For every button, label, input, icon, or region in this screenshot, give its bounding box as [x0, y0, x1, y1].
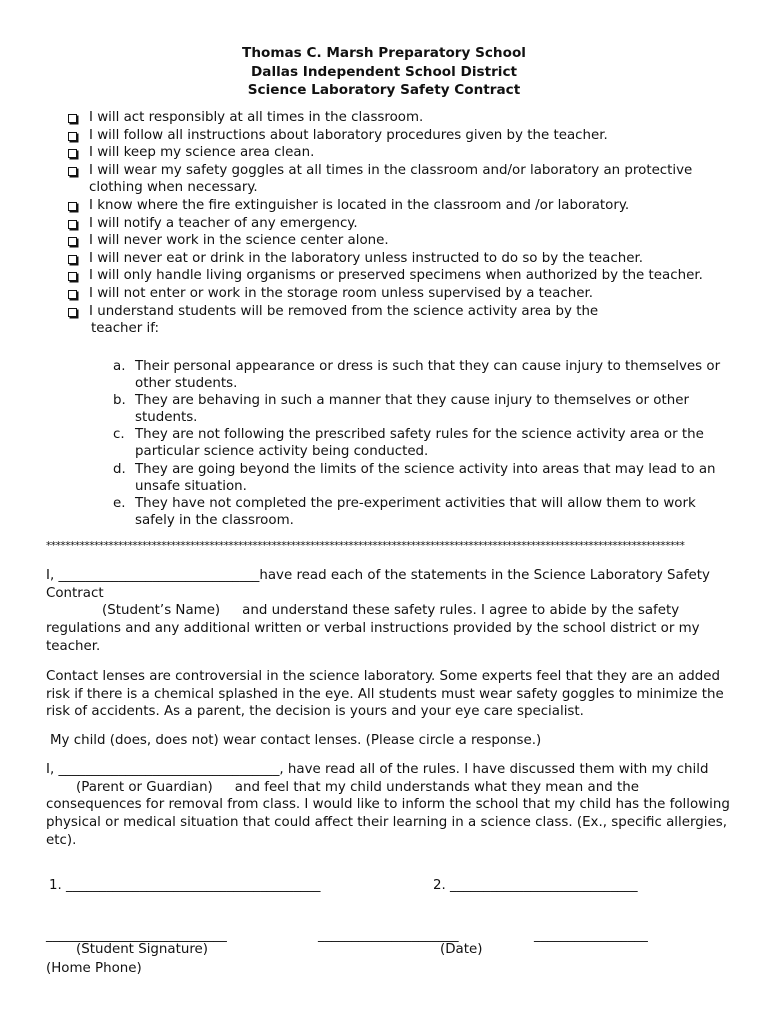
checkbox-icon[interactable]	[68, 272, 77, 281]
rule-text: I will never eat or drink in the laboratory unless instructed to do so by the teacher.	[89, 250, 643, 266]
checkbox-icon[interactable]	[68, 167, 77, 176]
reason-text: Their personal appearance or dress is such that they can cause injury to themselves or other students.	[135, 359, 721, 392]
removal-lead-text: teacher if:	[91, 321, 160, 337]
contact-lens-paragraph: Contact lenses are controversial in the science laboratory. Some experts feel that they are an added risk if there is a chemical splashed in the eye. All students must wear safety goggles to minimize the risk of accidents. As a parent, the decision is yours and your eye care specialist.	[46, 669, 724, 720]
reason-text: They are going beyond the limits of the science activity into areas that may lead to an unsafe situation.	[135, 461, 716, 494]
parent-statement	[46, 761, 736, 850]
checkbox-icon[interactable]	[68, 308, 77, 317]
reason-text: They have not completed the pre-experiment activities that will allow them to work safely in the classroom.	[135, 495, 696, 528]
rule-item	[66, 250, 726, 268]
condition-field[interactable]: ______________________________________	[66, 878, 321, 893]
school-name: Thomas C. Marsh Preparatory School	[242, 45, 526, 61]
parent-name-label: (Parent or Guardian)	[76, 779, 213, 795]
home-phone-line[interactable]: _________________	[534, 928, 648, 943]
rule-text: I will not enter or work in the storage room unless supervised by a teacher.	[89, 285, 593, 301]
checkbox-icon[interactable]	[68, 114, 77, 123]
date-label: (Date)	[440, 942, 483, 957]
separator-line: *************************************************************************************************************************************	[46, 540, 685, 552]
reason-letter: e.	[113, 495, 126, 511]
checkbox-icon[interactable]	[68, 220, 77, 229]
removal-reasons-list	[113, 358, 730, 529]
removal-reason-item	[113, 461, 730, 495]
student-statement	[46, 567, 736, 656]
student-statement-continuation: and understand these safety rules. I agree to abide by the safety regulations and any additional written or verbal instructions provided by the school district or my teacher.	[46, 603, 700, 654]
removal-reason-item	[113, 495, 730, 529]
rule-item	[66, 127, 726, 145]
home-phone-label: (Home Phone)	[46, 961, 142, 976]
rules-checklist	[66, 109, 726, 338]
condition-number: 1.	[49, 878, 62, 893]
rule-item	[66, 215, 726, 233]
parent-statement-continuation: and feel that my child understands what they mean and the consequences for removal from class. I would like to inform the school that my child has the following physical or medical situation that could affect their learning in a science class. (Ex., specific allergies, etc).	[46, 779, 730, 848]
student-name-label: (Student’s Name)	[102, 603, 221, 619]
checkbox-icon[interactable]	[68, 237, 77, 246]
reason-letter: b.	[113, 393, 126, 409]
parent-prefix: I,	[46, 762, 59, 777]
rule-item	[66, 267, 726, 285]
checkbox-icon[interactable]	[68, 149, 77, 158]
document-header	[0, 44, 768, 100]
checkbox-icon[interactable]	[68, 132, 77, 141]
condition-field[interactable]: ____________________________	[450, 878, 638, 893]
condition-2	[433, 878, 638, 893]
removal-lead	[66, 320, 726, 338]
reason-text: They are behaving in such a manner that they cause injury to themselves or other students.	[135, 393, 689, 426]
student-signature-label: (Student Signature)	[76, 942, 209, 957]
district-name: Dallas Independent School District	[251, 63, 517, 80]
rule-text: I will keep my science area clean.	[89, 145, 315, 161]
student-prefix: I,	[46, 568, 59, 583]
parent-name-field[interactable]: _________________________________	[58, 762, 280, 777]
rule-item	[66, 232, 726, 250]
rule-item	[66, 109, 726, 127]
rule-text: I know where the fire extinguisher is located in the classroom and /or laboratory.	[89, 197, 630, 213]
contract-title: Science Laboratory Safety Contract	[247, 82, 521, 98]
checkbox-icon[interactable]	[68, 290, 77, 299]
checkbox-icon[interactable]	[68, 255, 77, 264]
rule-item	[66, 197, 726, 215]
contact-lens-question[interactable]: My child (does, does not) wear contact lenses. (Please circle a response.)	[50, 733, 542, 748]
rule-text: I will wear my safety goggles at all times in the classroom and/or laboratory an protective clothing when necessary.	[89, 162, 693, 196]
reason-letter: d.	[113, 461, 126, 477]
rule-text: I will only handle living organisms or preserved specimens when authorized by the teacher.	[89, 268, 703, 284]
checkbox-icon[interactable]	[68, 202, 77, 211]
rule-text: I will notify a teacher of any emergency.	[89, 215, 358, 231]
reason-letter: c.	[113, 427, 125, 443]
student-statement-text: have read each of the statements in the Science Laboratory Safety Contract	[46, 568, 710, 601]
rule-item	[66, 285, 726, 303]
removal-reason-item	[113, 392, 730, 426]
reason-text: They are not following the prescribed safety rules for the science activity area or the particular science activity being conducted.	[135, 427, 704, 460]
condition-1	[49, 878, 320, 893]
student-name-field[interactable]: ______________________________	[58, 568, 260, 583]
rule-text: I will follow all instructions about laboratory procedures given by the teacher.	[89, 127, 608, 143]
removal-reason-item	[113, 426, 730, 460]
rule-text: I will act responsibly at all times in the classroom.	[89, 110, 424, 125]
date-line[interactable]: _____________________	[318, 928, 459, 943]
parent-statement-text: , have read all of the rules. I have discussed them with my child	[279, 762, 709, 777]
removal-reason-item	[113, 358, 730, 392]
condition-number: 2.	[433, 878, 446, 893]
rule-item	[66, 162, 726, 197]
reason-letter: a.	[113, 359, 126, 374]
rule-text: I will never work in the science center alone.	[89, 233, 389, 249]
student-signature-line[interactable]: ___________________________	[46, 928, 227, 943]
rule-item	[66, 144, 726, 162]
rule-item	[66, 303, 726, 321]
rule-text: I understand students will be removed from the science activity area by the	[89, 303, 599, 319]
